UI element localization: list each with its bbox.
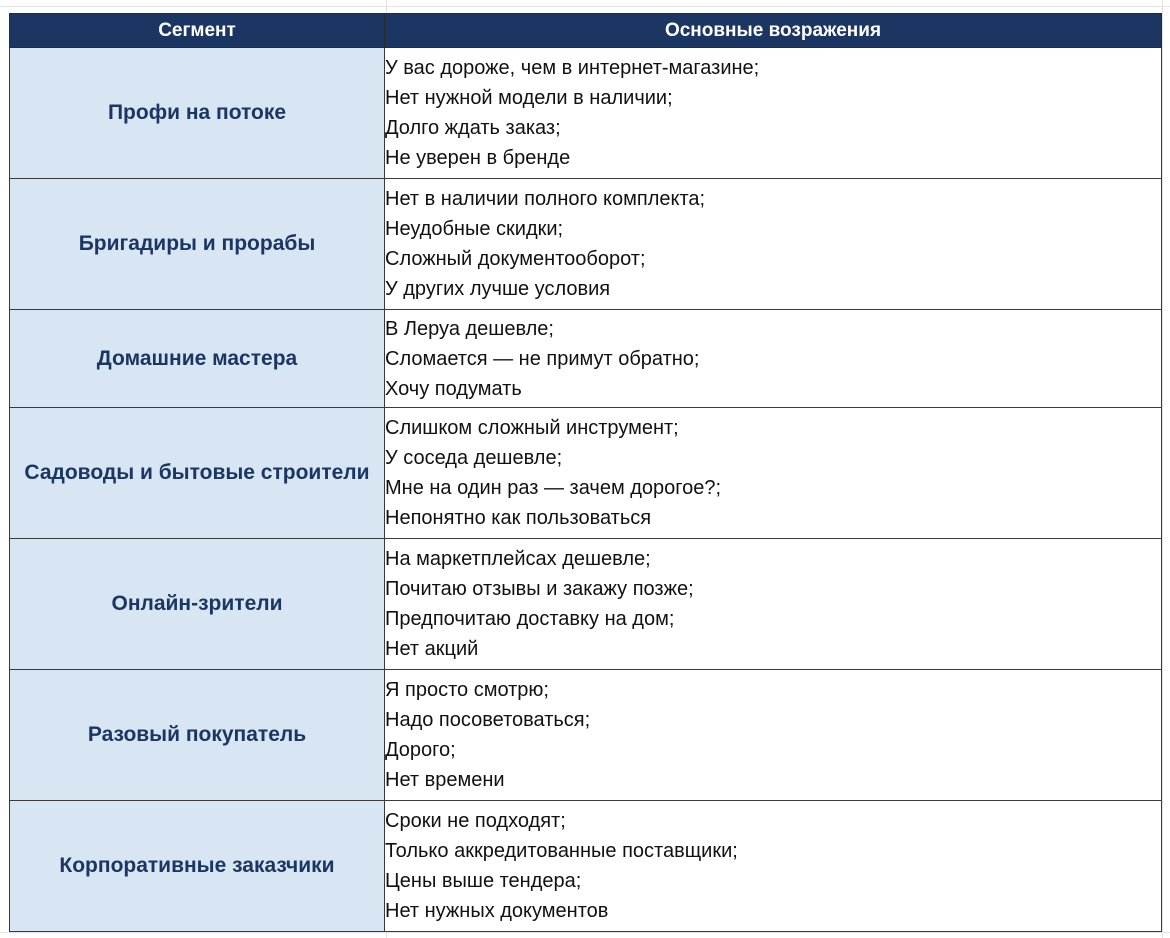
segment-cell[interactable]: Онлайн-зрители — [10, 539, 385, 670]
table-row — [10, 48, 1162, 179]
objection-line: Нет времени — [385, 769, 505, 791]
segment-cell[interactable]: Бригадиры и прорабы — [10, 179, 385, 310]
table-row — [10, 310, 1162, 408]
objections-cell[interactable] — [385, 48, 1162, 179]
segment-cell[interactable]: Разовый покупатель — [10, 670, 385, 801]
objection-line: Нет в наличии полного комплекта; — [385, 188, 706, 210]
objection-line: Хочу подумать — [385, 377, 522, 400]
header-segment[interactable]: Сегмент — [10, 14, 385, 48]
objection-line: Слишком сложный инструмент; — [385, 417, 679, 439]
objections-cell[interactable] — [385, 801, 1162, 932]
objection-line: В Леруа дешевле; — [385, 317, 554, 340]
segment-cell[interactable]: Садоводы и бытовые строители — [10, 408, 385, 539]
segment-cell[interactable]: Домашние мастера — [10, 310, 385, 408]
objection-line: Цены выше тендера; — [385, 870, 582, 892]
objection-line: Нет нужных документов — [385, 900, 609, 922]
grid-line — [0, 6, 1170, 7]
objection-line: Непонятно как пользоваться — [385, 507, 652, 529]
objections-cell[interactable] — [385, 539, 1162, 670]
grid-line — [1162, 0, 1163, 938]
table-row — [10, 801, 1162, 932]
objection-line: Мне на один раз — зачем дорогое?; — [385, 477, 722, 499]
objection-line: Неудобные скидки; — [385, 218, 564, 240]
objection-line: У других лучше условия — [385, 278, 611, 300]
objection-line: Сроки не подходят; — [385, 810, 566, 832]
objection-line: У соседа дешевле; — [385, 447, 563, 469]
table-row — [10, 408, 1162, 539]
objection-line: У вас дороже, чем в интернет-магазине; — [385, 57, 760, 79]
objections-cell[interactable] — [385, 408, 1162, 539]
objection-line: На маркетплейсах дешевле; — [385, 548, 651, 570]
objection-line: Сломается — не примут обратно; — [385, 347, 700, 370]
objections-cell[interactable] — [385, 179, 1162, 310]
grid-line — [0, 932, 1170, 933]
segment-cell[interactable]: Профи на потоке — [10, 48, 385, 179]
objections-cell[interactable] — [385, 670, 1162, 801]
objection-line: Нет акций — [385, 638, 479, 660]
objection-line: Сложный документооборот; — [385, 248, 646, 270]
objection-line: Предпочитаю доставку на дом; — [385, 608, 675, 630]
objection-line: Надо посоветоваться; — [385, 709, 591, 731]
table-row — [10, 539, 1162, 670]
objections-table — [9, 13, 1162, 932]
header-row — [10, 14, 1162, 48]
header-objections[interactable]: Основные возражения — [385, 14, 1162, 48]
table-row — [10, 670, 1162, 801]
objection-line: Я просто смотрю; — [385, 679, 549, 701]
objection-line: Не уверен в бренде — [385, 147, 571, 169]
objections-cell[interactable] — [385, 310, 1162, 408]
objection-line: Долго ждать заказ; — [385, 117, 561, 139]
segment-cell[interactable]: Корпоративные заказчики — [10, 801, 385, 932]
objection-line: Нет нужной модели в наличии; — [385, 87, 673, 109]
objection-line: Только аккредитованные поставщики; — [385, 840, 738, 862]
objection-line: Дорого; — [385, 739, 456, 761]
table-row — [10, 179, 1162, 310]
objection-line: Почитаю отзывы и закажу позже; — [385, 578, 694, 600]
